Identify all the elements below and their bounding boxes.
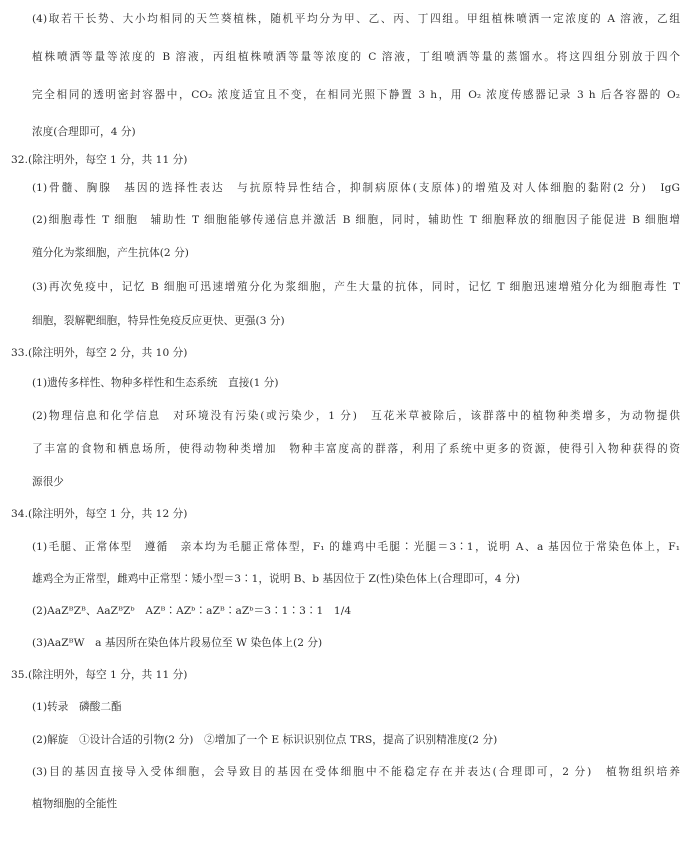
text-line: (1)骨髓、胸腺 基因的选择性表达 与抗原特异性结合，抑制病原体(支原体)的增殖及对人体细胞的黏附(2 分) IgG — [32, 182, 680, 194]
text-line: (1)转录 磷酸二酯 — [32, 701, 122, 713]
text-line: (1)遗传多样性、物种多样性和生态系统 直接(1 分) — [32, 377, 279, 389]
text-line: (2)细胞毒性 T 细胞 辅助性 T 细胞能够传递信息并激活 B 细胞，同时，辅助性 T 细胞释放的细胞因子能促进 B 细胞增 — [32, 214, 680, 226]
text-line: 完全相同的透明密封容器中，CO₂ 浓度适宜且不变，在相同光照下静置 3 h，用 O₂ 浓度传感器记录 3 h 后各容器的 O₂ — [32, 89, 680, 101]
question-32-heading: 32.(除注明外，每空 1 分，共 11 分) — [11, 154, 188, 166]
question-35-heading: 35.(除注明外，每空 1 分，共 11 分) — [11, 669, 188, 681]
text-line: (3)AaZᴮW a 基因所在染色体片段易位至 W 染色体上(2 分) — [32, 637, 323, 649]
question-34-heading: 34.(除注明外，每空 1 分，共 12 分) — [11, 508, 188, 520]
text-line: (3)目的基因直接导入受体细胞，会导致目的基因在受体细胞中不能稳定存在并表达(合理即可，2 分) 植物组织培养 — [32, 766, 680, 778]
text-line: (3)再次免疫中，记忆 B 细胞可迅速增殖分化为浆细胞，产生大量的抗体，同时，记忆 T 细胞迅速增殖分化为细胞毒性 T — [32, 281, 680, 293]
text-line: (4)取若干长势、大小均相同的天竺葵植株，随机平均分为甲、乙、丙、丁四组。甲组植株喷洒一定浓度的 A 溶液，乙组 — [32, 13, 680, 25]
question-33-heading: 33.(除注明外，每空 2 分，共 10 分) — [11, 347, 188, 359]
text-line: 植株喷洒等量等浓度的 B 溶液，丙组植株喷洒等量等浓度的 C 溶液，丁组喷洒等量的蒸馏水。将这四组分别放于四个 — [32, 51, 680, 63]
text-line: (2)AaZᴮZᴮ、AaZᴮZᵇ AZᴮ∶AZᵇ∶aZᴮ∶aZᵇ＝3∶1∶3∶1 1/4 — [32, 605, 352, 617]
text-line: 细胞，裂解靶细胞，特异性免疫反应更快、更强(3 分) — [32, 315, 285, 327]
text-line: (2)解旋 ①设计合适的引物(2 分) ②增加了一个 E 标识识别位点 TRS，提高了识别精准度(2 分) — [32, 734, 498, 746]
text-line: 浓度(合理即可，4 分) — [32, 126, 136, 138]
text-line: (2)物理信息和化学信息 对环境没有污染(或污染少，1 分) 互花米草被除后，该群落中的植物种类增多，为动物提供 — [32, 410, 680, 422]
text-line: 殖分化为浆细胞，产生抗体(2 分) — [32, 247, 189, 259]
text-line: 植物细胞的全能性 — [32, 798, 118, 810]
text-line: 了丰富的食物和栖息场所，使得动物种类增加 物种丰富度高的群落，利用了系统中更多的资源，使得引入物种获得的资 — [32, 443, 680, 455]
text-line: 雄鸡全为正常型，雌鸡中正常型∶矮小型＝3∶1，说明 B、b 基因位于 Z(性)染色体上(合理即可，4 分) — [32, 573, 520, 585]
text-line: 源很少 — [32, 476, 64, 488]
text-line: (1)毛腿、正常体型 遵循 亲本均为毛腿正常体型，F₁ 的雄鸡中毛腿∶光腿＝3∶1，说明 A、a 基因位于常染色体上，F₁ — [32, 541, 680, 553]
